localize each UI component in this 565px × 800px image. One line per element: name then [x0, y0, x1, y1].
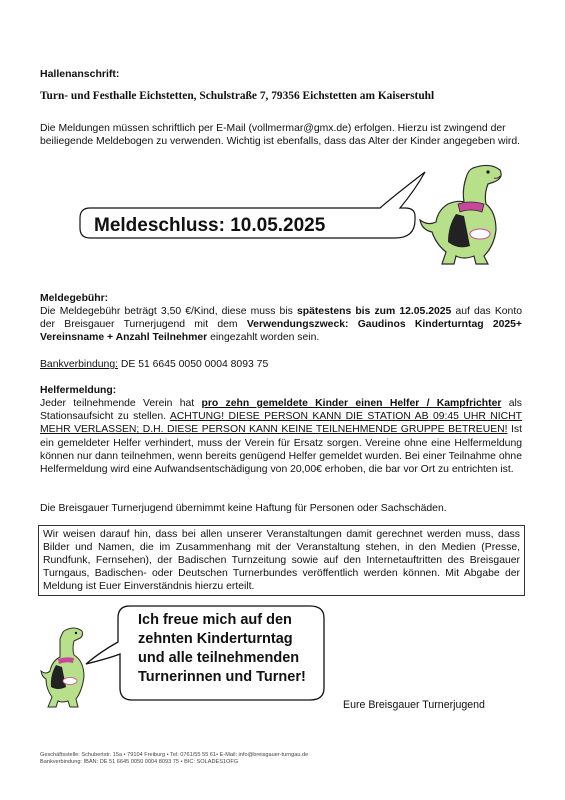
bank-line — [40, 358, 268, 371]
hall-label: Hallenanschrift: — [40, 68, 120, 80]
helper-requirement: pro zehn gemeldete Kinder einen Helfer / Kampfrichter — [201, 398, 502, 409]
fee-text — [40, 305, 522, 345]
media-notice: Wir weisen darauf hin, dass bei allen unserer Veranstaltungen damit gerechnet werden muss, dass Bilder und Namen, die im Zusammenhang mit der Veranstaltung stehen, in den Medien (Presse, Rundfunk, Fernsehen), der Badischen Turnzeitung sowie auf den Internetauftritten des Breisgauer Turngaus, Badischen- oder Deutschen Turnerbundes veröffentlich werden können. Mit Abgabe der Meldung ist Euer Einverständnis hierzu erteilt. — [38, 525, 525, 596]
speech-text — [138, 611, 306, 687]
dinosaur-mascot-top — [418, 160, 518, 270]
helper-text-1: Jeder teilnehmende Verein hat — [40, 398, 202, 409]
footer-bank: Bankverbindung: IBAN: DE 51 6645 0050 0004 8093 75 • BIC: SOLADES1OFG — [40, 759, 239, 765]
fee-purpose: Verwendungszweck: Gaudinos Kinderturntag 2025+ Vereinsname + Anzahl Teilnehmer — [40, 319, 523, 344]
helper-heading: Helfermeldung: — [40, 385, 117, 396]
helper-text — [40, 397, 522, 476]
helper-text-2: als Stationsaufsicht zu stellen. — [40, 398, 523, 423]
fee-text-2: auf das Konto der Breisgauer Turnerjugend mit dem — [40, 306, 523, 331]
bank-label: Bankverbindung: — [40, 359, 118, 370]
footer-address: Geschäftsstelle: Schubertstr. 15a • 79104 Freiburg • Tel: 0761/55 55 61• E-Mail: info@breisgauer-turngau.de — [40, 752, 309, 758]
liability-text: Die Breisgauer Turnerjugend übernimmt keine Haftung für Personen oder Sachschäden. — [40, 503, 447, 514]
helper-text-3: Ist ein gemeldeter Helfer verhindert, muss der Verein für Ersatz sorgen. Vereine ohne eine Helfermeldung können nur dann teilnehmen, wenn bereits genügend Helfer gemeldet wurden. Bei einer Teilnahme ohne Helfermeldung wird eine Aufwandsentschädigung von 20,00€ erhoben, die bar vor Ort zu entrichten ist. — [40, 424, 523, 476]
footer — [40, 752, 308, 766]
bank-iban: DE 51 6645 0050 0004 8093 75 — [118, 359, 269, 370]
speech-line-2: zehnten Kinderturntag — [138, 631, 293, 647]
helper-warning: ACHTUNG! DIESE PERSON KANN DIE STATION AB 09:45 UHR NICHT MEHR VERLASSEN; D.H. DIESE PERSON KANN KEINE TEILNEHMENDE GRUPPE BETREUEN! — [40, 411, 522, 436]
speech-line-3: und alle teilnehmenden — [138, 650, 300, 666]
registration-text: Die Meldungen müssen schriftlich per E-Mail (vollmermar@gmx.de) erfolgen. Hierzu ist zwingend der beiliegende Meldebogen zu verwenden. Wichtig ist ebenfalls, dass das Alter der Kinder angegeben wird. — [40, 123, 520, 148]
speech-line-1: Ich freue mich auf den — [138, 612, 292, 628]
deadline-text: Meldeschluss: 10.05.2025 — [94, 215, 326, 236]
fee-heading: Meldegebühr: — [40, 293, 109, 304]
fee-text-1: Die Meldegebühr beträgt 3,50 €/Kind, diese muss bis — [40, 306, 297, 317]
fee-text-3: eingezahlt worden sein. — [207, 332, 320, 344]
speech-line-4: Turnerinnen und Turner! — [138, 669, 306, 685]
fee-deadline: spätestens bis zum 12.05.2025 — [296, 306, 452, 317]
hall-address: Turn- und Festhalle Eichstetten, Schulstraße 7, 79356 Eichstetten am Kaiserstuhl — [40, 90, 435, 102]
signature: Eure Breisgauer Turnerjugend — [343, 699, 485, 711]
dinosaur-mascot-bottom — [40, 625, 100, 710]
